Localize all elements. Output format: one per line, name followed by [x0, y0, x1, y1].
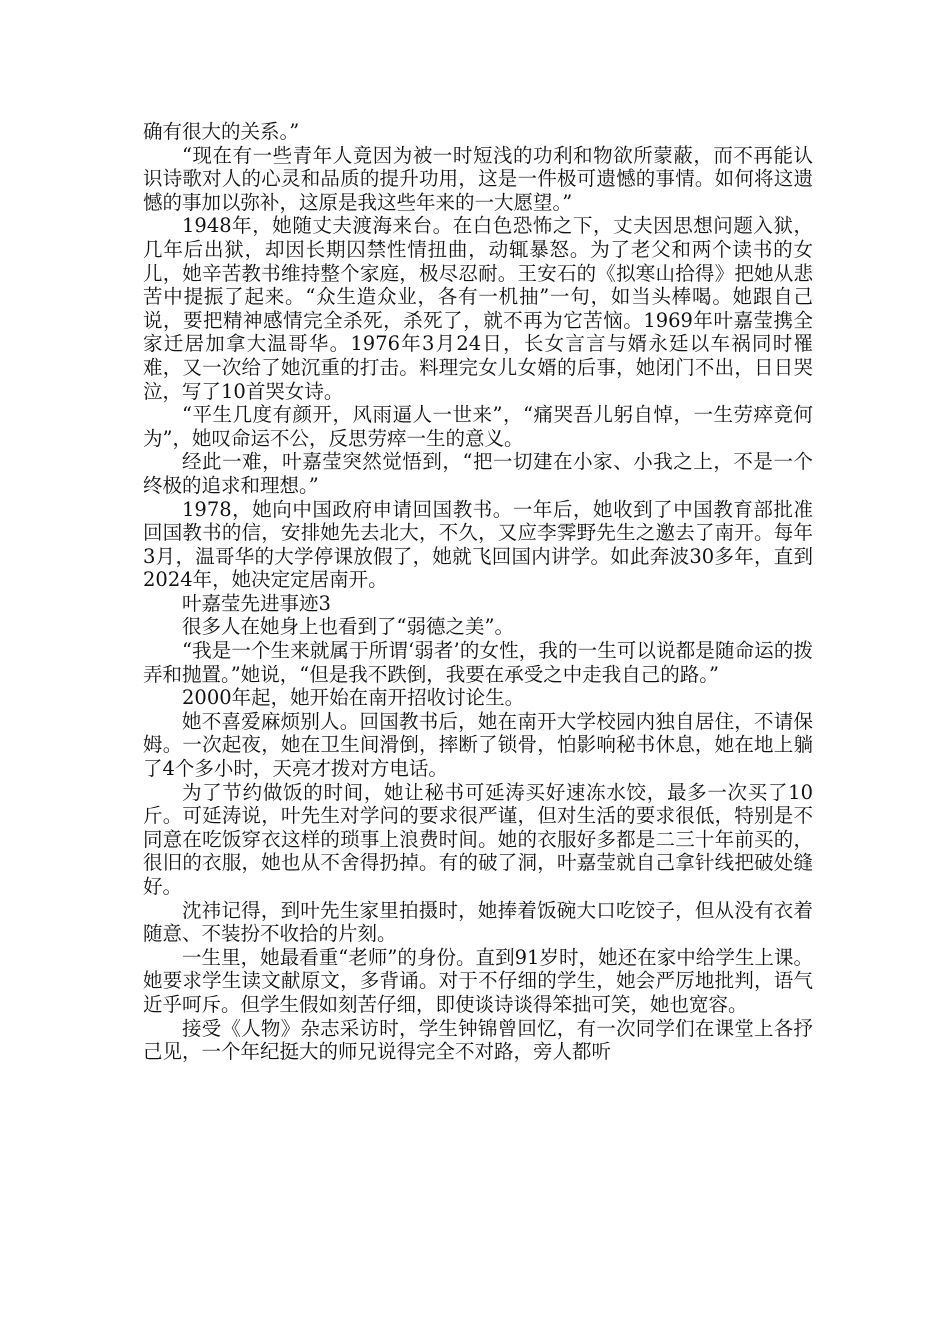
paragraph-mourning-poems: “平生几度有颜开，风雨逼人一世来”，“痛哭吾儿躬自悼，一生劳瘁竟何为”，她叹命运不公，反思劳瘁一生的意义。: [143, 403, 813, 450]
paragraph-independence: 她不喜爱麻烦别人。回国教书后，她在南开大学校园内独自居住，不请保姆。一次起夜，她在卫生间滑倒，摔断了锁骨，怕影响秘书休息，她在地上躺了4个多小时，天亮才拨对方电话。: [143, 709, 813, 781]
paragraph-appearance: 沈祎记得，到叶先生家里拍摄时，她捧着饭碗大口吃饺子，但从没有衣着随意、不装扮不收拾的片刻。: [143, 898, 813, 946]
paragraph-quote-weak-woman: “我是一个生来就属于所谓‘弱者’的女性，我的一生可以说都是随命运的拨弄和抛置。”她说，“但是我不跌倒，我要在承受之中走我自己的路。”: [143, 639, 813, 686]
paragraph-realization: 经此一难，叶嘉莹突然觉悟到，“把一切建在小家、小我之上，不是一个终极的追求和理想。”: [143, 450, 813, 497]
paragraph-2000-students: 2000年起，她开始在南开招收讨论生。: [182, 686, 525, 710]
paragraph-teacher-identity: 一生里，她最看重“老师”的身份。直到91岁时，她还在家中给学生上课。她要求学生读文献原文，多背诵。对于不仔细的学生，她会严厉地批判，语气近乎呵斥。但学生假如刻苦仔细，即使谈诗谈得笨拙可笑，她也宽容。: [143, 945, 813, 1016]
paragraph-1948-taiwan: 1948年，她随丈夫渡海来台。在白色恐怖之下，丈夫因思想问题入狱，几年后出狱，却因长期囚禁性情扭曲，动辄暴怒。为了老父和两个读书的女儿，她辛苦教书维持整个家庭，极尽忍耐。王安石的《拟寒山拾得》把她从悲苦中提振了起来。“众生造众业，各有一机抽”一句，如当头棒喝。她跟自己说，要把精神感情完全杀死，杀死了，就不再为它苦恼。1969年叶嘉莹携全家迁居加拿大温哥华。1976年3月24日，长女言言与婿永廷以车祸同时罹难，又一次给了她沉重的打击。料理完女儿女婿的后事，她闭门不出，日日哭泣，写了10首哭女诗。: [143, 214, 813, 403]
paragraph-quote-poetry-value: “现在有一些青年人竟因为被一时短浅的功利和物欲所蒙蔽，而不再能认识诗歌对人的心灵和品质的提升功用，这是一件极可遗憾的事情。如何将这遗憾的事加以弥补，这原是我这些年来的一大愿望。”: [143, 143, 813, 214]
paragraph-frugality: 为了节约做饭的时间，她让秘书可延涛买好速冻水饺，最多一次买了10斤。可延涛说，叶先生对学问的要求很严谨，但对生活的要求很低，特别是不同意在吃饭穿衣这样的琐事上浪费时间。她的衣服好多都是二三十年前买的，很旧的衣服，她也从不舍得扔掉。有的破了洞，叶嘉莹就自己拿针线把破处缝好。: [143, 780, 813, 898]
paragraph-return-china: 1978，她向中国政府申请回国教书。一年后，她收到了中国教育部批准回国教书的信，安排她先去北大，不久，又应李霁野先生之邀去了南开。每年3月，温哥华的大学停课放假了，她就飞回国内讲学。如此奔波30多年，直到2024年，她决定定居南开。: [143, 497, 813, 592]
paragraph-interview: 接受《人物》杂志采访时，学生钟锦曾回忆，有一次同学们在课堂上各抒己见，一个年纪挺大的师兄说得完全不对路，旁人都听: [143, 1016, 813, 1064]
paragraph-continuation: 确有很大的关系。”: [143, 120, 300, 143]
document-page: [143, 120, 813, 1064]
paragraph-weak-virtue: 很多人在她身上也看到了“弱德之美”。: [182, 615, 514, 639]
section-heading: 叶嘉莹先进事迹3: [182, 591, 331, 615]
